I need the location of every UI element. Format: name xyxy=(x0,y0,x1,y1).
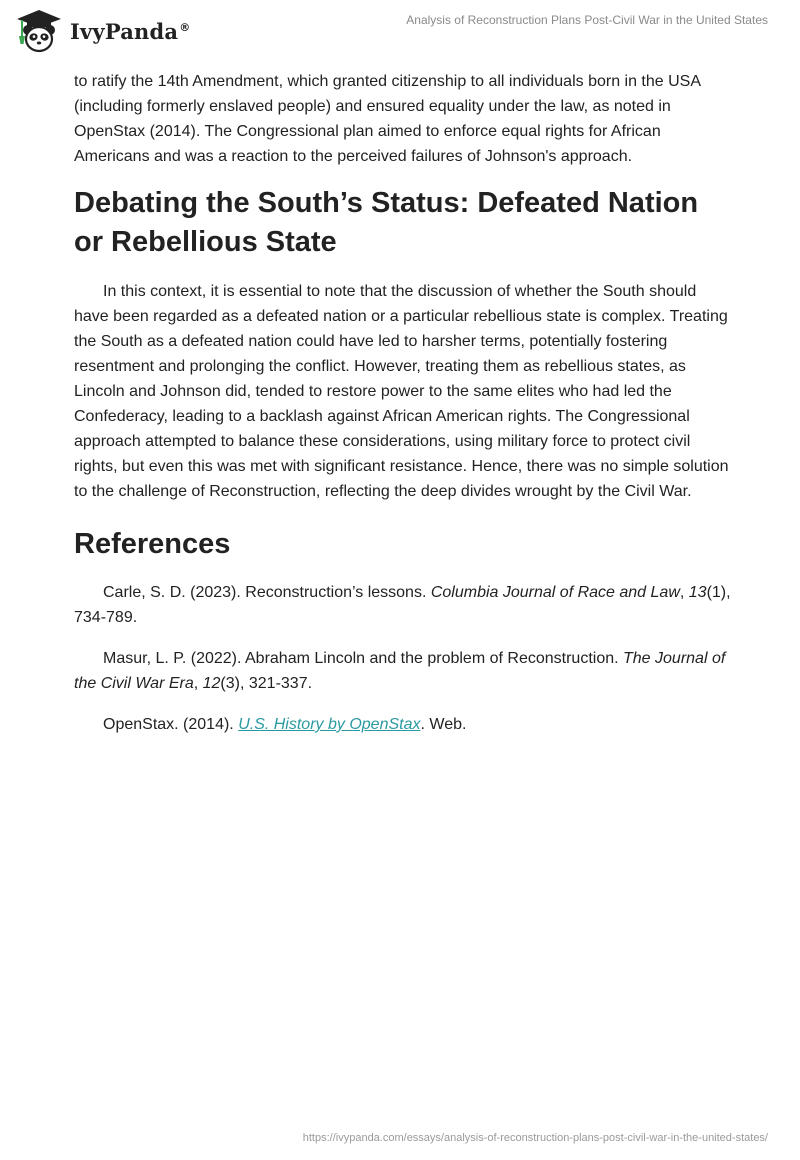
intro-paragraph: to ratify the 14th Amendment, which granted citizenship to all individuals born in the USA (including formerly enslaved people) and ensured equality under the law, as noted in OpenStax (2014). The Congressional plan aimed to enforce equal rights for African Americans and was a reaction to the perceived failures of Johnson's approach. xyxy=(74,73,701,165)
essay-content xyxy=(74,69,734,753)
reference-source: Columbia Journal of Race and Law xyxy=(430,584,680,601)
references-heading: References xyxy=(74,528,231,560)
section-paragraph: In this context, it is essential to note that the discussion of whether the South should have been regarded as a defeated nation or a particular rebellious state is complex. Treating the South as a defeated nation could have led to harsher terms, potentially fostering resentment and prolonging the conflict. However, treating them as rebellious states, as Lincoln and Johnson did, tended to restore power to the same elites who had led the Confederacy, leading to a backlash against African American rights. The Congressional approach attempted to balance these considerations, using military force to protect civil rights, but even this was met with significant resistance. Hence, there was no simple solution to the challenge of Reconstruction, reflecting the deep divides wrought by the Civil War. xyxy=(74,283,729,500)
reference-volume: 12 xyxy=(202,675,221,692)
document-title: Analysis of Reconstruction Plans Post-Civil War in the United States xyxy=(406,13,768,27)
reference-item: OpenStax. (2014). U.S. History by OpenStax. Web. xyxy=(103,716,467,733)
section-heading: Debating the South’s Status: Defeated Nation or Rebellious State xyxy=(74,187,699,258)
reference-volume: 13 xyxy=(688,584,707,601)
footer-url[interactable]: https://ivypanda.com/essays/analysis-of-reconstruction-plans-post-civil-war-in-the-united-states/ xyxy=(302,1132,768,1144)
panda-graduate-icon xyxy=(14,8,64,54)
page-header xyxy=(0,0,800,70)
reference-item: Masur, L. P. (2022). Abraham Lincoln and the problem of Reconstruction. The Journal of the Civil War Era, 12(3), 321-337. xyxy=(74,650,726,692)
reference-source: The Journal of the Civil War Era xyxy=(74,650,726,692)
reference-link[interactable]: U.S. History by OpenStax xyxy=(238,716,421,733)
reference-item: Carle, S. D. (2023). Reconstruction’s lessons. Columbia Journal of Race and Law, 13(1), 734-789. xyxy=(74,584,731,626)
logo-wordmark: IvyPanda® xyxy=(70,18,191,44)
ivypanda-logo[interactable] xyxy=(14,8,190,54)
